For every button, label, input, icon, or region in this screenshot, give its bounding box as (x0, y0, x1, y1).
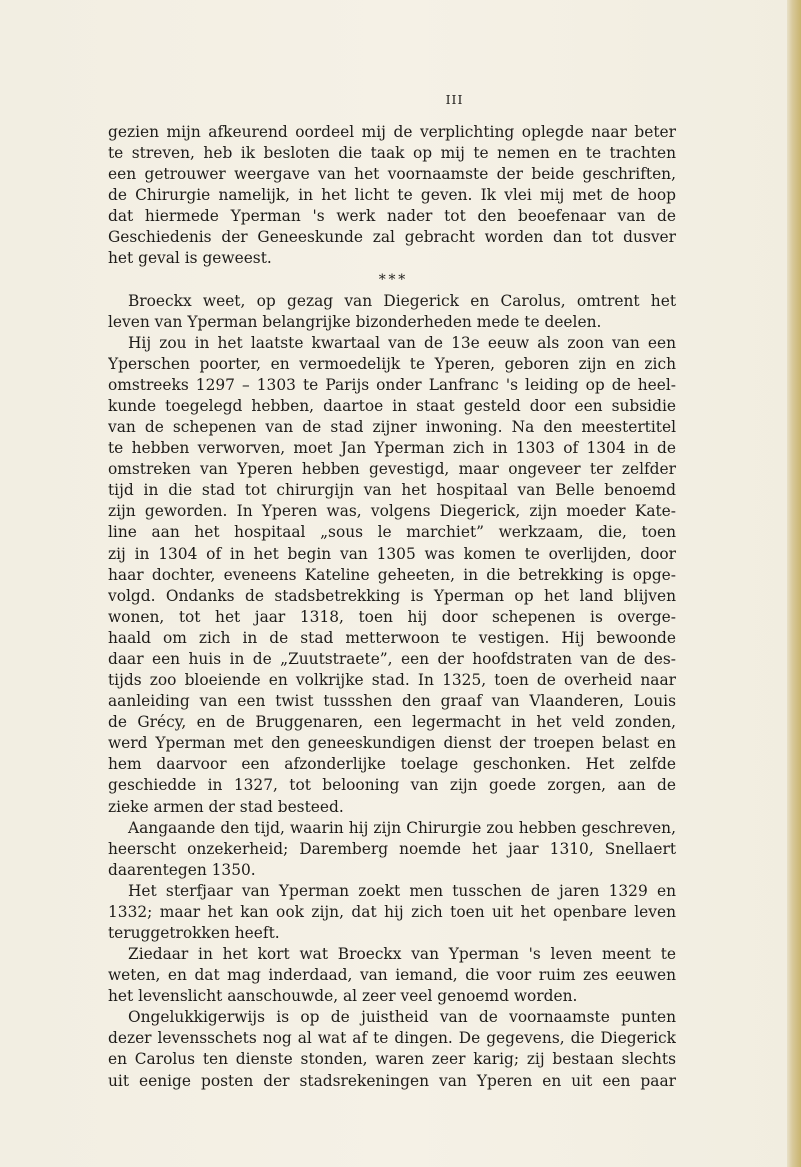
text-line: omstreken van Yperen hebben gevestigd, maar ongeveer ter zelfder (108, 460, 676, 479)
text-line: daar een huis in de „Zuutstraete”, een der hoofdstraten van de des- (108, 649, 676, 668)
text-line: geschiedde in 1327, tot belooning van zijn goede zorgen, aan de (108, 776, 676, 795)
text-line: Geschiedenis der Geneeskunde zal gebracht worden dan tot dusver (108, 228, 676, 247)
text-line: kunde toegelegd hebben, daartoe in staat gesteld door een subsidie (108, 397, 676, 416)
text-line: volgd. Ondanks de stadsbetrekking is Yperman op het land blijven (108, 586, 676, 605)
text-line: en Carolus ten dienste stonden, waren zeer karig; zij bestaan slechts (108, 1050, 676, 1069)
text-line: Hij zou in het laatste kwartaal van de 13e eeuw als zoon van een (128, 333, 676, 352)
text-line: Aangaande den tijd, waarin hij zijn Chirurgie zou hebben geschreven, (128, 818, 676, 837)
text-line: tijds zoo bloeiende en volkrijke stad. In 1325, toen de overheid naar (108, 671, 676, 690)
text-line: Ongelukkigerwijs is op de juistheid van de voornaamste punten (128, 1008, 676, 1027)
text-line: Broeckx weet, op gezag van Diegerick en Carolus, omtrent het (128, 291, 676, 310)
text-line: gezien mijn afkeurend oordeel mij de verplichting oplegde naar beter (108, 123, 676, 141)
text-line: heerscht onzekerheid; Daremberg noemde het jaar 1310, Snellaert (108, 839, 676, 858)
text-line: haar dochter, eveneens Kateline geheeten, in die betrekking is opge- (108, 565, 676, 584)
text-line: werd Yperman met den geneeskundigen dienst der troepen belast en (108, 734, 676, 753)
text-line: uit eenige posten der stadsrekeningen van Yperen en uit een paar (108, 1071, 676, 1090)
text-line: dezer levensschets nog al wat af te dingen. De gegevens, die Diegerick (108, 1029, 676, 1048)
text-line: leven van Yperman belangrijke bizonderheden mede te deelen. (108, 312, 602, 331)
text-line: te hebben verworven, moet Jan Yperman zich in 1303 of 1304 in de (108, 439, 676, 458)
text-line: omstreeks 1297 – 1303 te Parijs onder Lanfranc 's leiding op de heel- (108, 375, 676, 394)
text-line: Yperschen poorter, en vermoedelijk te Yperen, geboren zijn en zich (108, 354, 676, 373)
text-line: het geval is geweest. (108, 249, 272, 268)
text-line: wonen, tot het jaar 1318, toen hij door schepenen is overge- (108, 607, 676, 626)
text-line: haald om zich in de stad metterwoon te vestigen. Hij bewoonde (108, 628, 676, 647)
text-line: zij in 1304 of in het begin van 1305 was komen te overlijden, door (108, 544, 676, 563)
text-line: de Chirurgie namelijk, in het licht te geven. Ik vlei mij met de hoop (108, 186, 676, 205)
text-line: Ziedaar in het kort wat Broeckx van Yperman 's leven meent te (128, 945, 676, 964)
text-line: hem daarvoor een afzonderlijke toelage geschonken. Het zelfde (108, 755, 676, 774)
text-line: tijd in die stad tot chirurgijn van het hospitaal van Belle benoemd (108, 481, 676, 500)
text-line: line aan het hospitaal „sous le marchiet” werkzaam, die, toen (108, 523, 676, 542)
page-number: III (445, 92, 464, 107)
text-line: zijn geworden. In Yperen was, volgens Diegerick, zijn moeder Kate- (108, 502, 676, 521)
text-line: het levenslicht aanschouwde, al zeer veel genoemd worden. (108, 987, 578, 1006)
text-line: dat hiermede Yperman 's werk nader tot den beoefenaar van de (108, 207, 676, 226)
text-line: daarentegen 1350. (108, 860, 256, 879)
page-edge (787, 0, 801, 1167)
text-line: te streven, heb ik besloten die taak op mij te nemen en te trachten (108, 144, 676, 163)
text-line: weten, en dat mag inderdaad, van iemand, die voor ruim zes eeuwen (108, 966, 676, 985)
text-line: zieke armen der stad besteed. (108, 797, 344, 816)
text-line: 1332; maar het kan ook zijn, dat hij zich toen uit het openbare leven (108, 902, 676, 921)
section-asterism: * * * (378, 271, 406, 288)
body-text (108, 122, 676, 1092)
text-line: van de schepenen van de stad zijner inwoning. Na den meestertitel (108, 418, 676, 437)
text-line: Het sterfjaar van Yperman zoekt men tusschen de jaren 1329 en (128, 881, 676, 900)
text-line: aanleiding van een twist tussshen den graaf van Vlaanderen, Louis (108, 692, 676, 711)
text-line: een getrouwer weergave van het voornaamste der beide geschriften, (108, 165, 676, 184)
text-line: de Grécy, en de Bruggenaren, een legermacht in het veld zonden, (108, 713, 676, 732)
text-line: teruggetrokken heeft. (108, 923, 280, 942)
